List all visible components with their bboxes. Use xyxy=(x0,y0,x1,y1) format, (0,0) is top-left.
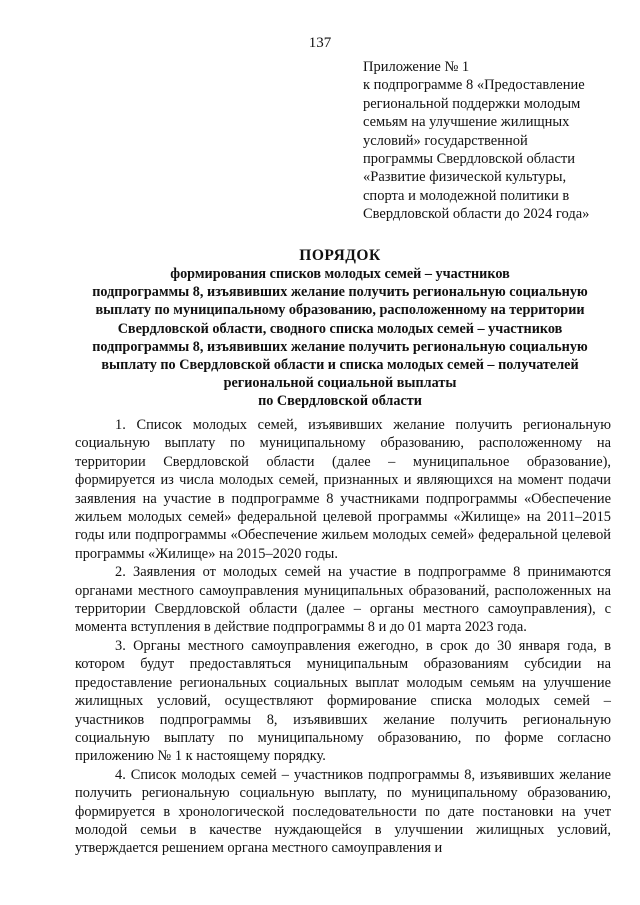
title-line: Свердловской области, сводного списка молодых семей – участников xyxy=(117,320,563,337)
paragraph-2: 2. Заявления от молодых семей на участие в подпрограмме 8 принимаются органами местного самоуправления муниципальных образований, расположенных на территории Свердловской области (далее – органы местного самоуправления), с момента вступления в действие подпрограммы 8 и до 01 марта 2023 года. xyxy=(75,564,611,636)
paragraph-4: 4. Список молодых семей – участников подпрограммы 8, изъявивших желание получить региональную социальную выплату, по муниципальному образованию, формируется в хронологической последовательности по дате постановки на учет молодой семьи в качестве нуждающейся в улучшении жилищных условий, утверждается решением органа местного самоуправления и xyxy=(75,766,611,857)
title-line: подпрограммы 8, изъявивших желание получить региональную социальную xyxy=(92,338,588,355)
appendix-line: Свердловской области до 2024 года» xyxy=(363,206,590,223)
appendix-line: условий» государственной xyxy=(363,132,528,149)
document-title xyxy=(70,247,610,411)
appendix-line: программы Свердловской области xyxy=(363,151,576,168)
appendix-line: Приложение № 1 xyxy=(363,59,470,75)
appendix-reference xyxy=(363,58,623,224)
title-line: выплату по муниципальному образованию, расположенному на территории xyxy=(95,302,585,319)
title-line: региональной социальной выплаты xyxy=(223,375,457,392)
appendix-line: к подпрограмме 8 «Предоставление xyxy=(363,77,585,94)
title-line: формирования списков молодых семей – участников xyxy=(170,266,510,282)
title-heading: ПОРЯДОК xyxy=(299,247,381,264)
title-line: выплату по Свердловской области и списка молодых семей – получателей xyxy=(101,357,579,374)
paragraph-1: 1. Список молодых семей, изъявивших желание получить региональную социальную выплату по муниципальному образованию, расположенному на территории Свердловской области (далее – муниципальное образование), формируется из числа молодых семей, признанных и являющихся на момент подачи заявления на участие в подпрограмме 8 участниками подпрограммы «Обеспечение жильем молодых семей» федеральной целевой программы «Жилище» на 2011–2015 годы или подпрограммы «Обеспечение жильем молодых семей» федеральной целевой программы «Жилище» на 2015–2020 годы. xyxy=(75,417,611,562)
title-line: подпрограммы 8, изъявивших желание получить региональную социальную xyxy=(92,284,588,301)
paragraph-3: 3. Органы местного самоуправления ежегодно, в срок до 30 января года, в котором будут предоставляться муниципальным образованиям субсидии на предоставление региональных социальных выплат молодым семьям на улучшение жилищных условий, осуществляют формирование списка молодых семей – участников подпрограммы 8, изъявивших желание получить региональную социальную выплату по муниципальному образованию, по форме согласно приложению № 1 к настоящему порядку. xyxy=(75,637,611,765)
appendix-line: «Развитие физической культуры, xyxy=(363,169,567,186)
appendix-line: спорта и молодежной политики в xyxy=(363,187,570,204)
page-number: 137 xyxy=(308,35,332,51)
appendix-line: семьям на улучшение жилищных xyxy=(363,114,570,131)
appendix-line: региональной поддержки молодым xyxy=(363,95,581,112)
title-line: по Свердловской области xyxy=(258,393,422,410)
body-text xyxy=(75,416,611,858)
